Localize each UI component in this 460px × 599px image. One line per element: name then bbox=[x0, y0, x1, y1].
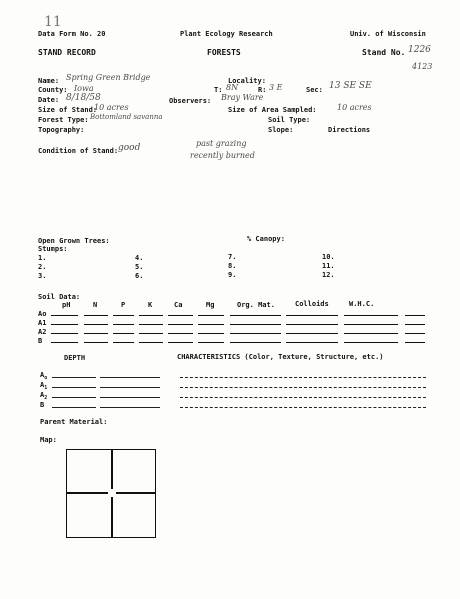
stand-number-extra: 4123 bbox=[412, 62, 433, 71]
observers-label: Observers: bbox=[169, 97, 212, 105]
soil-entry-line bbox=[139, 342, 163, 343]
tree-number: 2. bbox=[38, 263, 47, 271]
tree-number: 5. bbox=[135, 263, 144, 271]
locality-label: Locality: bbox=[228, 77, 266, 85]
soil-entry-line bbox=[51, 324, 78, 325]
soil-entry-line bbox=[286, 342, 338, 343]
size-of-stand-label: Size of Stand: bbox=[38, 106, 98, 114]
soil-entry-line bbox=[113, 333, 134, 334]
soil-col-p: P bbox=[121, 301, 126, 309]
depth-row-ao: $A_o$ bbox=[40, 371, 48, 381]
map-label: Map: bbox=[40, 436, 57, 444]
r-value: 3 E bbox=[269, 83, 283, 92]
soil-row-a2: A2 bbox=[38, 328, 47, 336]
depth-entry-line bbox=[100, 377, 160, 378]
soil-col-org-mat: Org. Mat. bbox=[237, 301, 275, 309]
depth-entry-line bbox=[100, 407, 160, 408]
date-value: 8/18/58 bbox=[66, 93, 101, 103]
characteristics-entry-line bbox=[180, 397, 426, 398]
tree-number: 11. bbox=[322, 262, 335, 270]
characteristics-entry-line bbox=[180, 377, 426, 378]
soil-entry-line bbox=[405, 333, 425, 334]
date-label: Date: bbox=[38, 96, 60, 104]
soil-entry-line bbox=[405, 342, 425, 343]
soil-entry-line bbox=[51, 342, 78, 343]
soil-entry-line bbox=[84, 324, 108, 325]
stand-number-label: Stand No. bbox=[362, 48, 406, 57]
soil-entry-line bbox=[51, 315, 78, 316]
depth-row-a1: $A_1$ bbox=[40, 381, 48, 391]
depth-entry-line bbox=[100, 387, 160, 388]
slope-label: Slope: bbox=[268, 126, 294, 134]
soil-entry-line bbox=[230, 315, 281, 316]
soil-entry-line bbox=[168, 342, 193, 343]
soil-entry-line bbox=[168, 315, 193, 316]
characteristics-entry-line bbox=[180, 407, 426, 408]
soil-col-k: K bbox=[148, 301, 153, 309]
sec-value: 13 SE SE bbox=[329, 81, 372, 91]
soil-entry-line bbox=[168, 324, 193, 325]
size-area-sampled-label: Size of Area Sampled: bbox=[228, 106, 317, 114]
depth-entry-line bbox=[100, 397, 160, 398]
soil-entry-line bbox=[198, 333, 224, 334]
soil-data-title: Soil Data: bbox=[38, 293, 81, 301]
soil-entry-line bbox=[286, 315, 338, 316]
soil-entry-line bbox=[286, 333, 338, 334]
open-grown-trees-label: Open Grown Trees: bbox=[38, 237, 110, 245]
soil-row-ao: Ao bbox=[38, 310, 47, 318]
soil-entry-line bbox=[198, 324, 224, 325]
soil-row-a1: A1 bbox=[38, 319, 47, 327]
soil-col-mg: Mg bbox=[206, 301, 215, 309]
tree-number: 12. bbox=[322, 271, 335, 279]
soil-entry-line bbox=[198, 315, 224, 316]
soil-entry-line bbox=[51, 333, 78, 334]
directions-label: Directions bbox=[328, 126, 371, 134]
t-value: 8N bbox=[226, 83, 239, 92]
organization: Plant Ecology Research bbox=[180, 30, 273, 38]
r-label: R: bbox=[258, 86, 267, 94]
name-value: Spring Green Bridge bbox=[66, 73, 151, 82]
forest-type-value: Bottomland savanna bbox=[90, 113, 163, 121]
university: Univ. of Wisconsin bbox=[350, 30, 426, 38]
condition-note-1: past grazing bbox=[196, 139, 247, 148]
category-title: FORESTS bbox=[207, 48, 241, 57]
soil-entry-line bbox=[113, 342, 134, 343]
soil-entry-line bbox=[139, 315, 163, 316]
condition-label: Condition of Stand: bbox=[38, 147, 119, 155]
depth-entry-line bbox=[52, 407, 96, 408]
tree-number: 9. bbox=[228, 271, 237, 279]
soil-type-label: Soil Type: bbox=[268, 116, 311, 124]
sec-label: Sec: bbox=[306, 86, 323, 94]
soil-row-b: B bbox=[38, 337, 43, 345]
observers-value: Bray Ware bbox=[221, 93, 264, 102]
tree-number: 3. bbox=[38, 272, 47, 280]
soil-entry-line bbox=[168, 333, 193, 334]
soil-entry-line bbox=[113, 324, 134, 325]
soil-col-ph: pH bbox=[62, 301, 71, 309]
soil-entry-line bbox=[344, 315, 398, 316]
tree-number: 6. bbox=[135, 272, 144, 280]
stumps-label: Stumps: bbox=[38, 245, 68, 253]
map-center-gap bbox=[108, 489, 116, 497]
soil-entry-line bbox=[286, 324, 338, 325]
characteristics-label: CHARACTERISTICS (Color, Texture, Structure, etc.) bbox=[177, 353, 384, 361]
soil-entry-line bbox=[405, 315, 425, 316]
condition-value: good bbox=[118, 143, 141, 153]
characteristics-entry-line bbox=[180, 387, 426, 388]
topography-label: Topography: bbox=[38, 126, 85, 134]
corner-handwritten-mark: 11 bbox=[44, 14, 62, 30]
soil-entry-line bbox=[230, 333, 281, 334]
depth-entry-line bbox=[52, 387, 96, 388]
soil-entry-line bbox=[139, 333, 163, 334]
tree-number: 10. bbox=[322, 253, 335, 261]
form-number: Data Form No. 20 bbox=[38, 30, 106, 38]
canopy-label: % Canopy: bbox=[247, 235, 285, 243]
depth-entry-line bbox=[52, 397, 96, 398]
soil-entry-line bbox=[344, 324, 398, 325]
condition-note-2: recently burned bbox=[190, 151, 255, 160]
county-label: County: bbox=[38, 86, 68, 94]
soil-entry-line bbox=[230, 324, 281, 325]
soil-col-colloids: Colloids bbox=[295, 300, 329, 308]
depth-row-a2: $A_2$ bbox=[40, 391, 48, 401]
size-area-sampled-value: 10 acres bbox=[337, 103, 372, 112]
soil-entry-line bbox=[405, 324, 425, 325]
soil-entry-line bbox=[84, 342, 108, 343]
map-grid-box bbox=[66, 449, 156, 538]
soil-entry-line bbox=[344, 342, 398, 343]
soil-col-whc: W.H.C. bbox=[349, 300, 375, 308]
soil-entry-line bbox=[344, 333, 398, 334]
parent-material-label: Parent Material: bbox=[40, 418, 108, 426]
t-label: T: bbox=[214, 86, 223, 94]
tree-number: 8. bbox=[228, 262, 237, 270]
name-label: Name: bbox=[38, 77, 60, 85]
soil-col-n: N bbox=[93, 301, 98, 309]
soil-entry-line bbox=[230, 342, 281, 343]
depth-entry-line bbox=[52, 377, 96, 378]
forest-type-label: Forest Type: bbox=[38, 116, 89, 124]
soil-entry-line bbox=[139, 324, 163, 325]
size-of-stand-value: 10 acres bbox=[94, 103, 129, 112]
record-title: STAND RECORD bbox=[38, 48, 96, 57]
soil-entry-line bbox=[84, 315, 108, 316]
depth-row-b: B bbox=[40, 401, 45, 409]
soil-entry-line bbox=[84, 333, 108, 334]
soil-entry-line bbox=[113, 315, 134, 316]
stand-number-value: 1226 bbox=[408, 45, 431, 55]
tree-number: 4. bbox=[135, 254, 144, 262]
soil-entry-line bbox=[198, 342, 224, 343]
tree-number: 1. bbox=[38, 254, 47, 262]
depth-label: DEPTH bbox=[64, 354, 86, 362]
county-value: Iowa bbox=[74, 84, 94, 93]
soil-col-ca: Ca bbox=[174, 301, 183, 309]
tree-number: 7. bbox=[228, 253, 237, 261]
